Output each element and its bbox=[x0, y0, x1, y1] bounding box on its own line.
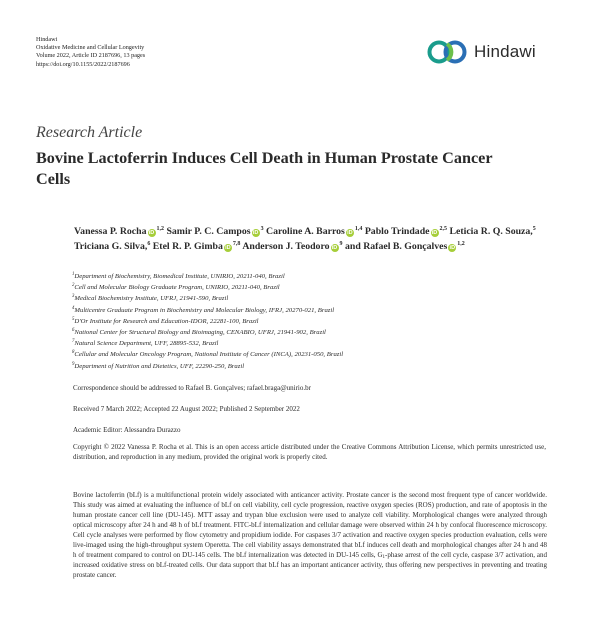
affiliation-text: Cell and Molecular Biology Graduate Program, UNIRIO, 20211-040, Brazil bbox=[74, 284, 280, 292]
author-name: Samir P. C. Campos bbox=[166, 226, 251, 237]
affiliation-number: 2 bbox=[72, 283, 75, 289]
abstract bbox=[73, 490, 547, 580]
author-entry bbox=[345, 241, 465, 252]
affiliation-list bbox=[72, 271, 343, 372]
author-affiliation-number: 2,5 bbox=[439, 226, 448, 232]
orcid-icon[interactable]: iD bbox=[225, 245, 231, 251]
affiliation-text: National Center for Structural Biology and Bioimaging, CENABIO, UFRJ, 21941-902, Brazil bbox=[74, 329, 326, 337]
author-affiliation-number: 6 bbox=[147, 241, 151, 247]
affiliation-item bbox=[72, 293, 343, 304]
journal-name: Oxidative Medicine and Cellular Longevity bbox=[36, 44, 145, 52]
author-name: and Rafael B. Gonçalves bbox=[344, 241, 448, 252]
volume-line: Volume 2022, Article ID 2187696, 13 pages bbox=[36, 52, 146, 60]
affiliation-text: Multicentre Graduate Program in Biochemistry and Molecular Biology, IFRJ, 20270-021, Brazil bbox=[74, 306, 335, 314]
orcid-icon[interactable]: iD bbox=[331, 245, 338, 251]
affiliation-number: 6 bbox=[72, 328, 75, 334]
affiliation-number: 7 bbox=[72, 339, 75, 345]
affiliation-number: 9 bbox=[72, 361, 75, 367]
affiliation-number: 5 bbox=[72, 316, 75, 322]
orcid-icon[interactable]: iD bbox=[347, 230, 353, 236]
hindawi-rings-logo-icon bbox=[426, 38, 470, 66]
author-name: Etel R. P. Gimba bbox=[152, 241, 223, 252]
author-affiliation-number: 1,4 bbox=[354, 226, 363, 232]
affiliation-text: Natural Science Department, UFF, 28895-532, Brazil bbox=[74, 340, 219, 348]
correspondence: Correspondence should be addressed to Rafael B. Gonçalves; rafael.braga@unirio.br bbox=[73, 384, 311, 392]
logo-text: Hindawi bbox=[474, 42, 536, 61]
author-name: Caroline A. Barros bbox=[266, 226, 345, 237]
doi-link[interactable]: https://doi.org/10.1155/2022/2187696 bbox=[36, 60, 130, 68]
journal-info bbox=[36, 36, 145, 69]
author-affiliation-number: 9 bbox=[339, 241, 343, 247]
affiliation-item bbox=[72, 316, 343, 327]
affiliation-item bbox=[72, 282, 343, 293]
affiliation-text: Cellular and Molecular Oncology Program, National Institute of Cancer (INCA), 20231-050, Brazil bbox=[74, 351, 344, 359]
hindawi-logo bbox=[426, 38, 536, 66]
author-affiliation-number: 1,2 bbox=[156, 226, 164, 232]
affiliation-number: 4 bbox=[72, 305, 75, 311]
orcid-icon[interactable]: iD bbox=[148, 230, 155, 236]
affiliation-number: 3 bbox=[72, 294, 75, 300]
affiliation-item bbox=[72, 327, 343, 338]
author-entry bbox=[365, 226, 447, 237]
author-entry bbox=[266, 226, 362, 237]
affiliation-number: 1 bbox=[72, 272, 75, 277]
author-entry bbox=[166, 226, 263, 237]
publisher-name: Hindawi bbox=[36, 36, 58, 43]
orcid-icon[interactable]: iD bbox=[252, 230, 259, 236]
author-affiliation-number: 5 bbox=[532, 226, 536, 232]
author-name: Anderson J. Teodoro bbox=[242, 241, 330, 252]
g1-subscript: 1 bbox=[382, 555, 386, 561]
orcid-icon[interactable]: iD bbox=[431, 230, 438, 236]
affiliation-item bbox=[72, 305, 343, 316]
author-affiliation-number: 7,8 bbox=[232, 241, 241, 247]
author-affiliation-number: 1,2 bbox=[457, 241, 465, 247]
affiliation-item bbox=[72, 361, 343, 372]
author-name: Pablo Trindade bbox=[364, 226, 430, 237]
author-entry bbox=[449, 226, 535, 237]
copyright-notice: Copyright © 2022 Vanessa P. Rocha et al. This is an open access article distributed under the Creative Commons Attribution License, which permits unrestricted use, distribution, and reproduction in any medium, provided the original work is properly cited. bbox=[73, 443, 546, 461]
author-entry bbox=[74, 226, 164, 237]
affiliation-item bbox=[72, 338, 343, 349]
affiliation-text: Department of Biochemistry, Biomedical Institute, UNIRIO, 20211-040, Brazil bbox=[74, 273, 285, 280]
affiliation-text: D'Or Institute for Research and Education-IDOR, 22281-100, Brazil bbox=[74, 317, 259, 325]
author-affiliation-number: 3 bbox=[260, 226, 264, 232]
author-entry bbox=[74, 241, 150, 252]
article-title: Bovine Lactoferrin Induces Cell Death in Human Prostate Cancer Cells bbox=[36, 149, 493, 188]
author-name: Leticia R. Q. Souza, bbox=[449, 226, 533, 237]
affiliation-number: 8 bbox=[72, 350, 75, 356]
author-entry bbox=[242, 241, 342, 252]
abstract-text-continued: -phase arrest of the cell cycle, caspase 3/7 activation, and increased oxidative stress on bLf-treated cells. Our data support that bLf has an important anticancer activity, thus offering new perspectives in preventing and treating prostate cancer. bbox=[73, 551, 547, 580]
orcid-icon[interactable]: iD bbox=[449, 245, 456, 251]
affiliation-item bbox=[72, 349, 343, 360]
author-list bbox=[74, 224, 554, 254]
abstract-text: Bovine lactoferrin (bLf) is a multifunctional protein widely associated with anticancer activity. Prostate cancer is the second most frequent type of cancer worldwide. This study was aimed at evaluating the influence of bLf on cell viability, cell cycle progression, reactive oxygen species (ROS) production, and rate of apoptosis in the human prostate cancer cell line (DU-145). MTT assay and trypan blue exclusion were used to analyze cell viability. Morphological changes were analyzed through optical microscopy after 24 h and 48 h of bLf treatment. FITC-bLf internalization and cellular damage were observed within 24 h by confocal fluorescence microscopy. Cell cycle analyses were performed by flow cytometry and propidium iodide. For caspases 3/7 activation and reactive oxygen species production evaluation, cells were live-imaged using the high-throughput system Operetta. The cell viability assays demonstrated that bLf induces cell death and morphological changes after 24 h and 48 h of treatment compared to control on DU-145 cells. The bLf internalization was detected in DU-145 cells, G bbox=[73, 491, 547, 560]
publication-dates: Received 7 March 2022; Accepted 22 August 2022; Published 2 September 2022 bbox=[73, 405, 300, 413]
article-type: Research Article bbox=[36, 124, 143, 141]
affiliation-text: Department of Nutrition and Dietetics, UFF, 22290-250, Brazil bbox=[74, 362, 245, 370]
author-name: Vanessa P. Rocha bbox=[74, 226, 147, 237]
affiliation-item bbox=[72, 271, 343, 282]
affiliation-text: Medical Biochemistry Institute, UFRJ, 21941-590, Brazil bbox=[74, 295, 229, 303]
academic-editor: Academic Editor: Alessandra Durazzo bbox=[73, 426, 181, 434]
author-entry bbox=[153, 241, 241, 252]
author-name: Triciana G. Silva, bbox=[74, 241, 148, 252]
